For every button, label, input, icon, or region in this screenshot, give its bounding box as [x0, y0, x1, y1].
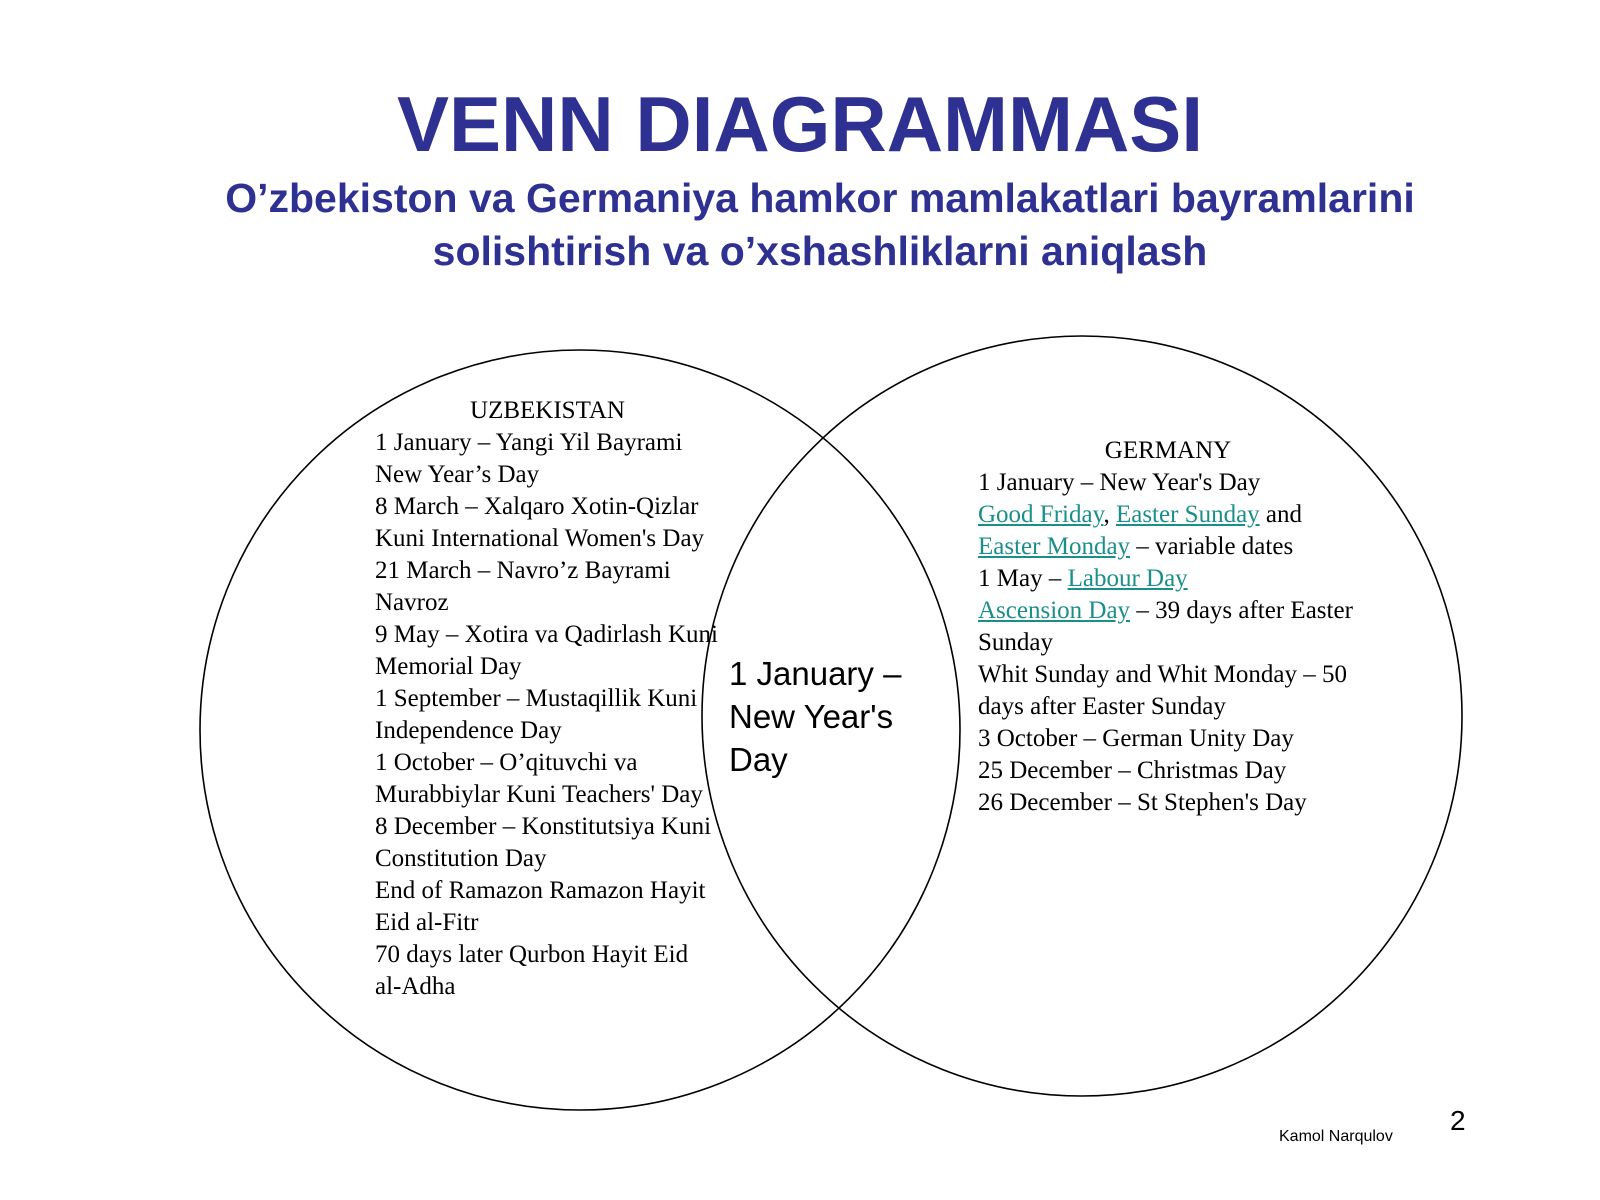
- uzbekistan-holiday: 1 January – Yangi Yil Bayrami New Year’s Day: [375, 429, 683, 488]
- author-name: Kamol Narqulov: [1279, 1128, 1393, 1145]
- uzbekistan-heading: UZBEKISTAN: [470, 397, 625, 424]
- uzbekistan-holiday: 9 May – Xotira va Qadirlash Kuni Memorial Day: [375, 621, 718, 680]
- ascension-day-link[interactable]: Ascension Day: [978, 597, 1131, 624]
- uzbekistan-holiday: 8 December – Konstitutsiya Kuni Constitution Day: [375, 813, 712, 872]
- germany-holiday-stephen: 26 December – St Stephen's Day: [978, 789, 1307, 816]
- page-number: 2: [1450, 1105, 1466, 1136]
- uzbekistan-holidays-list: [375, 395, 720, 1003]
- shared-holiday: 1 January – New Year's Day: [729, 655, 902, 778]
- easter-comma: ,: [1103, 501, 1116, 528]
- germany-holiday-unity: 3 October – German Unity Day: [978, 725, 1294, 752]
- germany-holiday-christmas: 25 December – Christmas Day: [978, 757, 1287, 784]
- easter-sunday-link[interactable]: Easter Sunday: [1115, 501, 1260, 528]
- uzbekistan-holiday: 70 days later Qurbon Hayit Eid al-Adha: [375, 941, 689, 1000]
- slide-subtitle: O’zbekiston va Germaniya hamkor mamlakatlari bayramlarini solishtirish va o’xshashliklarni aniqlash: [225, 175, 1415, 274]
- uzbekistan-holiday: 1 September – Mustaqillik Kuni Independence Day: [375, 685, 698, 744]
- uzbekistan-holiday: 1 October – O’qituvchi va Murabbiylar Kuni Teachers' Day: [375, 749, 703, 808]
- germany-holiday-whit: Whit Sunday and Whit Monday – 50 days after Easter Sunday: [978, 661, 1347, 720]
- germany-holiday-easter: [978, 499, 1358, 563]
- easter-monday-link[interactable]: Easter Monday: [978, 533, 1131, 560]
- ascension-note: – 39 days after Easter Sunday: [978, 597, 1353, 656]
- germany-holidays-list: [978, 435, 1358, 819]
- uzbekistan-holiday: 8 March – Xalqaro Xotin-Qizlar Kuni International Women's Day: [375, 493, 705, 552]
- uzbekistan-holiday: End of Ramazon Ramazon Hayit Eid al-Fitr: [375, 877, 706, 936]
- germany-holiday-ascension: [978, 595, 1358, 659]
- easter-variable-note: – variable dates: [1130, 533, 1294, 560]
- germany-holiday-labour: [978, 563, 1358, 595]
- good-friday-link[interactable]: Good Friday: [978, 501, 1104, 528]
- uzbekistan-holiday: 21 March – Navro’z Bayrami Navroz: [375, 557, 671, 616]
- labour-date: 1 May –: [978, 565, 1068, 592]
- easter-and: and: [1259, 501, 1303, 528]
- labour-day-link[interactable]: Labour Day: [1067, 565, 1188, 592]
- germany-holiday-new-year: 1 January – New Year's Day: [978, 469, 1261, 496]
- slide-title: VENN DIAGRAMMASI: [396, 80, 1203, 168]
- germany-heading: GERMANY: [1104, 437, 1232, 464]
